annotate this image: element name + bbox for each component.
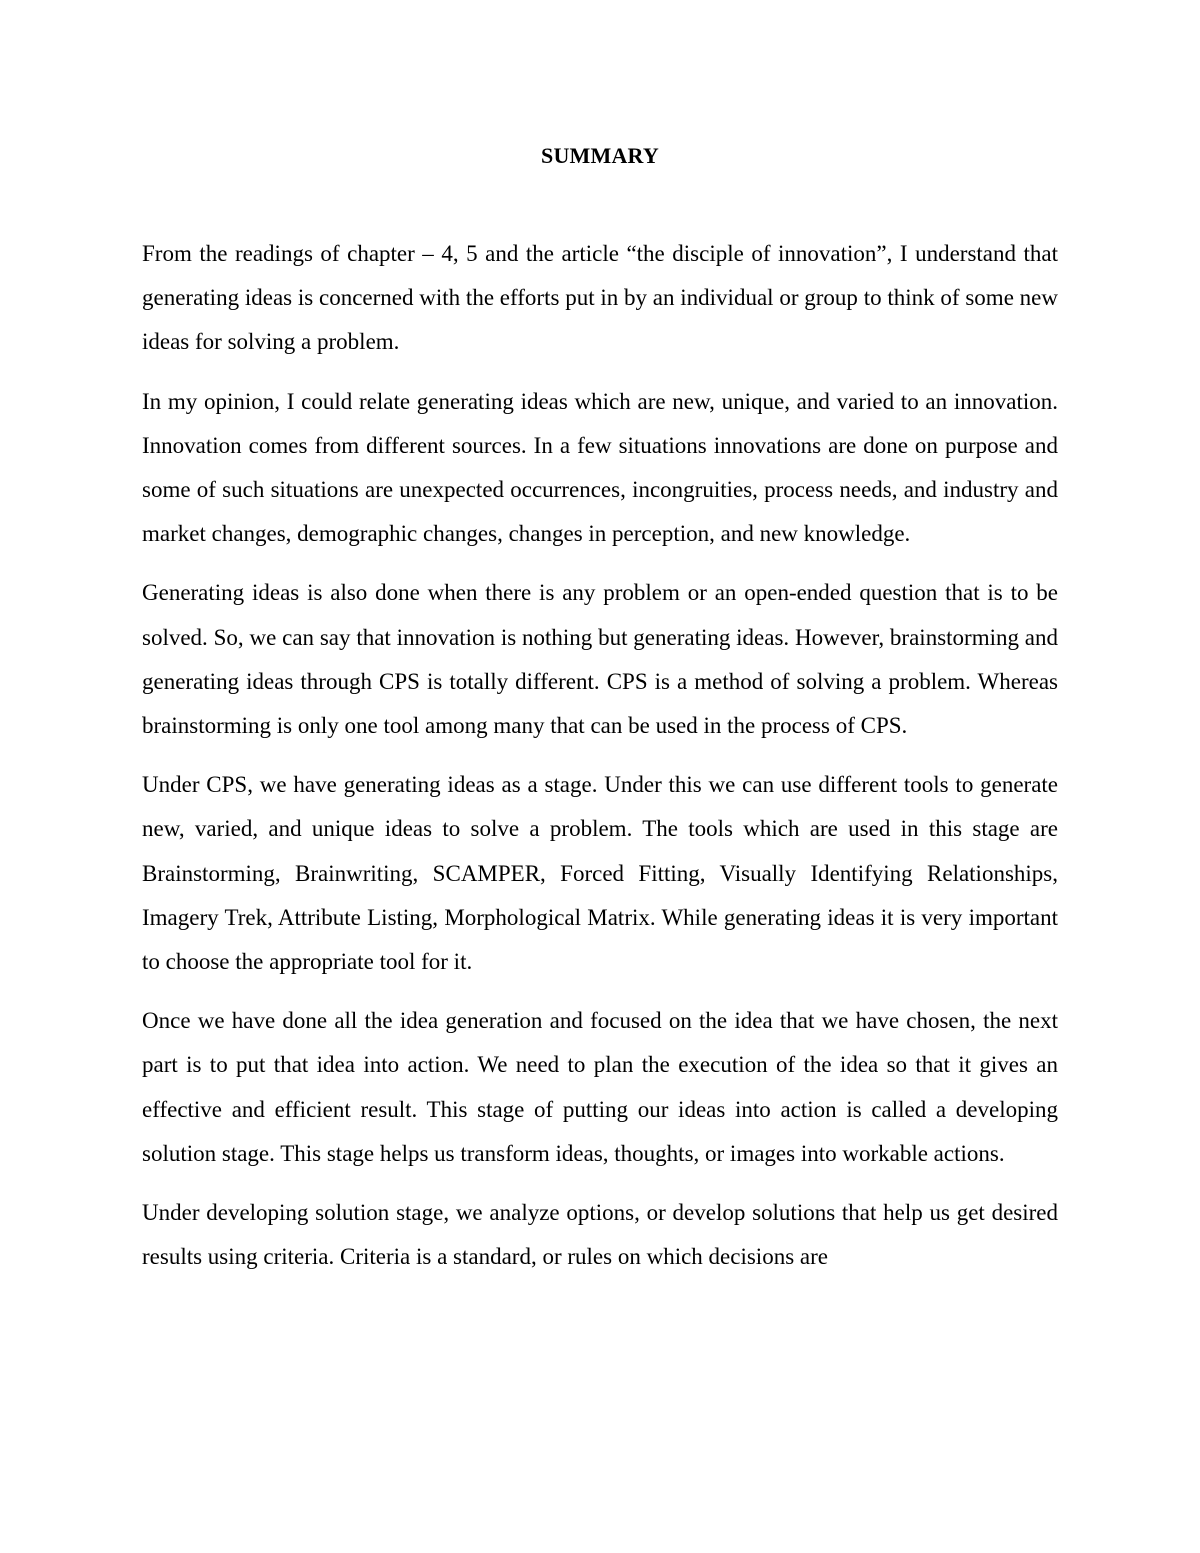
paragraph-3: Generating ideas is also done when there is any problem or an open-ended question that is to be solved. So, we can say that innovation is nothing but generating ideas. However, brainstorming and generating ideas through CPS is totally different. CPS is a method of solving a problem. Whereas brainstorming is only one tool among many that can be used in the process of CPS. (142, 580, 1058, 739)
paragraph-2: In my opinion, I could relate generating ideas which are new, unique, and varied to an innovation. Innovation comes from different sources. In a few situations innovations are done on purpose and some of such situations are unexpected occurrences, incongruities, process needs, and industry and market changes, demographic changes, changes in perception, and new knowledge. (142, 388, 1058, 547)
paragraph-5: Once we have done all the idea generation and focused on the idea that we have chosen, the next part is to put that idea into action. We need to plan the execution of the idea so that it gives an effective and efficient result. This stage of putting our ideas into action is called a developing solution stage. This stage helps us transform ideas, thoughts, or images into workable actions. (142, 1008, 1058, 1166)
paragraph-1: From the readings of chapter – 4, 5 and the article “the disciple of innovation”, I understand that generating ideas is concerned with the efforts put in by an individual or group to think of some new ideas for solving a problem. (142, 241, 1058, 355)
document-body (142, 232, 1058, 1294)
page-title: SUMMARY (541, 143, 659, 168)
paragraph-6: Under developing solution stage, we analyze options, or develop solutions that help us get desired results using criteria. Criteria is a standard, or rules on which decisions are (142, 1200, 1058, 1270)
paragraph-4: Under CPS, we have generating ideas as a stage. Under this we can use different tools to generate new, varied, and unique ideas to solve a problem. The tools which are used in this stage are Brainstorming, Brainwriting, SCAMPER, Forced Fitting, Visually Identifying Relationships, Imagery Trek, Attribute Listing, Morphological Matrix. While generating ideas it is very important to choose the appropriate tool for it. (142, 772, 1058, 975)
